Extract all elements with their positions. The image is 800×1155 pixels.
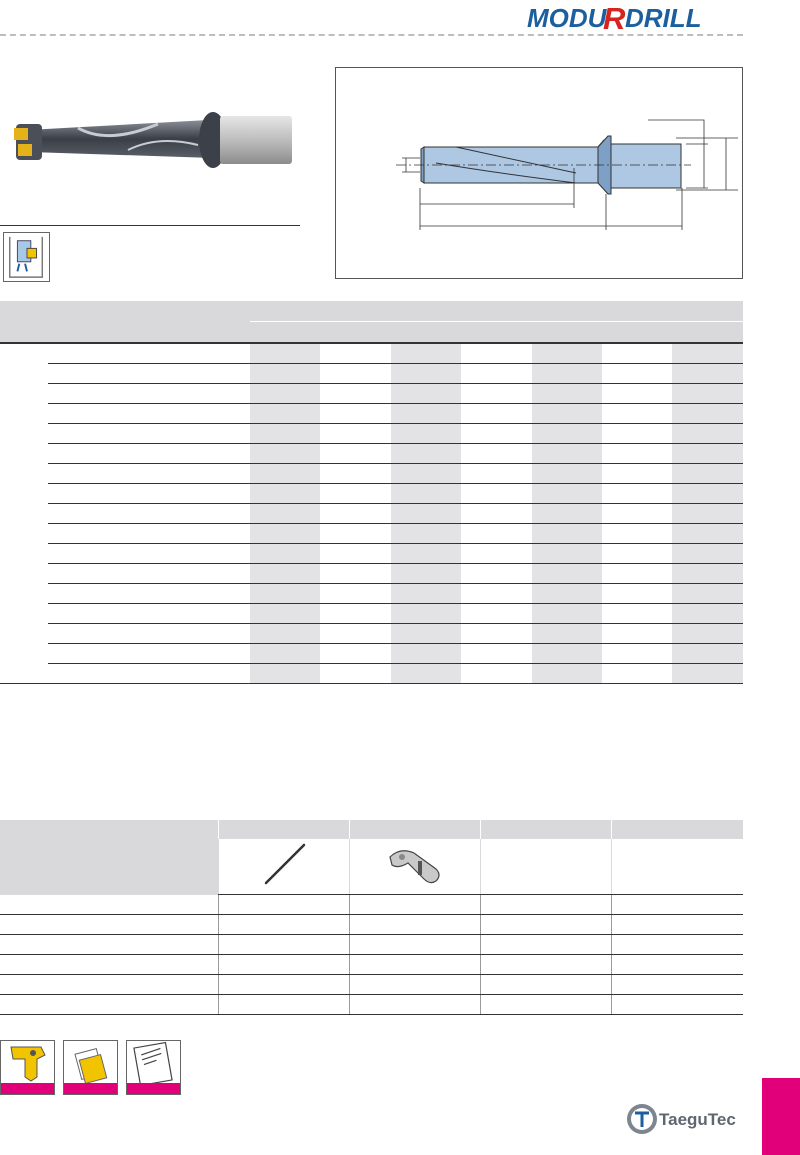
table-row — [0, 463, 743, 483]
parts-image-cell — [480, 839, 611, 895]
parts-row — [0, 915, 743, 935]
table-row — [0, 623, 743, 643]
header-divider — [0, 34, 743, 36]
parts-row — [0, 995, 743, 1015]
insert-catalog-icon[interactable] — [0, 1040, 55, 1095]
cutting-data-band — [64, 1083, 117, 1094]
table-row — [0, 343, 743, 363]
modudrill-logo — [525, 4, 745, 32]
cutting-data-icon[interactable] — [63, 1040, 118, 1095]
table-header-left — [0, 301, 250, 343]
parts-image-cell — [218, 839, 349, 895]
photo-divider — [0, 225, 300, 226]
drill-insert-photo — [8, 100, 298, 180]
table-row — [0, 483, 743, 503]
wrench-key-icon — [380, 839, 450, 889]
table-row — [0, 603, 743, 623]
parts-header-col — [480, 820, 611, 839]
parts-row — [0, 975, 743, 995]
table-row — [0, 543, 743, 563]
spare-parts-table — [0, 820, 743, 1015]
table-row — [0, 643, 743, 663]
table-row — [0, 443, 743, 463]
table-row — [0, 383, 743, 403]
pin-tool-icon — [254, 839, 314, 889]
table-header-top — [250, 301, 743, 321]
parts-header-col — [349, 820, 480, 839]
parts-row — [0, 955, 743, 975]
table-row — [0, 523, 743, 543]
parts-row — [0, 895, 743, 915]
catalog-band — [1, 1083, 54, 1094]
parts-header-left — [0, 820, 218, 895]
parts-header-row — [0, 820, 743, 839]
table-row — [0, 503, 743, 523]
logo-drill-text: DRILL — [625, 4, 702, 32]
table-row — [0, 423, 743, 443]
logo-modu-text: MODU — [527, 4, 607, 32]
parts-header-col — [218, 820, 349, 839]
parts-image-cell — [611, 839, 743, 895]
table-row — [0, 563, 743, 583]
parts-header-col — [611, 820, 743, 839]
technical-guide-book-icon[interactable] — [126, 1040, 181, 1095]
parts-image-cell — [349, 839, 480, 895]
table-row — [0, 363, 743, 383]
insert-position-icon — [3, 232, 50, 282]
table-header-row — [0, 301, 743, 321]
guide-band — [127, 1083, 180, 1094]
table-row — [0, 583, 743, 603]
drill-dimension-drawing — [335, 67, 743, 279]
table-row — [0, 403, 743, 423]
parts-row — [0, 935, 743, 955]
taegutec-logo-text: TaeguTec — [659, 1110, 736, 1129]
table-row — [0, 663, 743, 683]
table-header-sub — [250, 321, 743, 343]
tool-spec-table — [0, 301, 743, 684]
section-side-tab — [762, 1078, 800, 1155]
taegutec-logo — [626, 1098, 750, 1140]
logo-r-text: R — [603, 4, 626, 32]
